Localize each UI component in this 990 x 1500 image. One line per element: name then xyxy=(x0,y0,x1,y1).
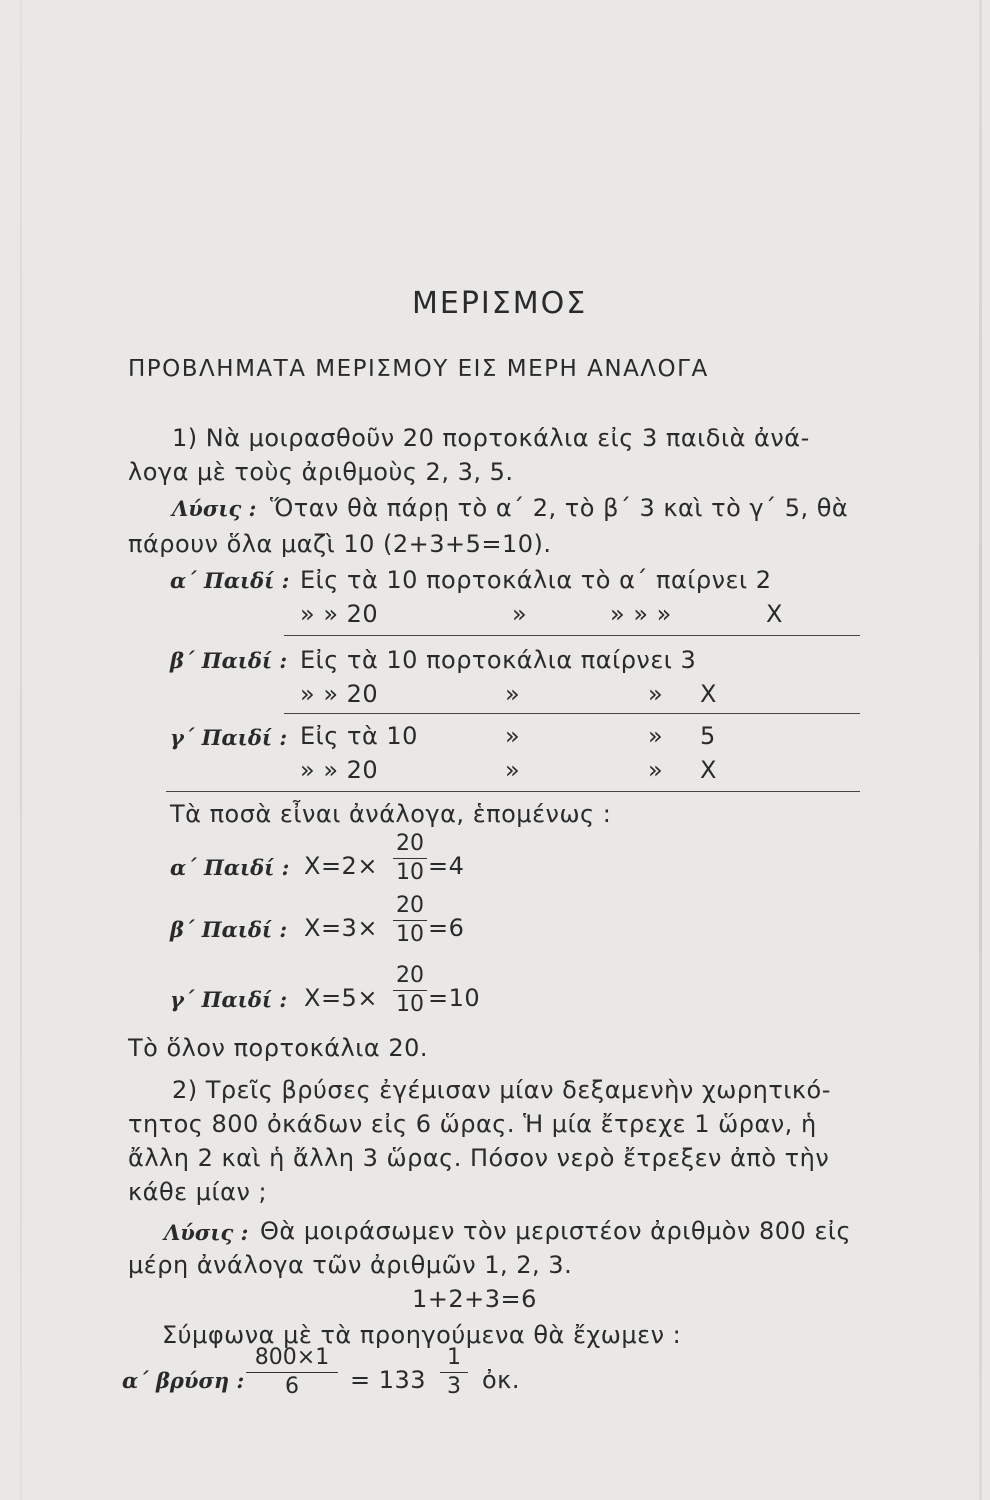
result-b-denominator: 10 xyxy=(396,922,424,947)
row-b-label: β΄ Παιδί : xyxy=(170,648,288,673)
faucet-a-fraction-bar xyxy=(246,1372,338,1373)
result-a-fraction-bar xyxy=(393,858,427,859)
result-b-label: β΄ Παιδί : xyxy=(170,917,288,942)
faucet-a-equals: = 133 xyxy=(350,1366,427,1394)
result-b-numerator: 20 xyxy=(396,893,424,918)
problem2-line3: ἄλλη 2 καὶ ἡ ἄλλη 3 ὥρας. Πόσον νερὸ ἔτρεξεν ἀπὸ τὴν xyxy=(128,1144,830,1172)
faucet-a-mixed-fraction xyxy=(440,1346,468,1399)
result-b-prefix: X=3× xyxy=(304,914,378,942)
row-c-line2-ditto-b: » xyxy=(505,756,521,784)
row-c-unknown: X xyxy=(700,756,717,784)
result-a-numerator: 20 xyxy=(396,831,424,856)
problem2-solution-line2: μέρη ἀνάλογα τῶν ἀριθμῶν 1, 2, 3. xyxy=(128,1251,573,1279)
result-b-fraction xyxy=(393,894,427,947)
page-title: ΜΕΡΙΣΜΟΣ xyxy=(412,286,588,321)
result-a-denominator: 10 xyxy=(396,860,424,885)
problem2-line2: τητος 800 ὀκάδων εἰς 6 ὥρας. Ἡ μία ἔτρεχε 1 ὥραν, ἡ xyxy=(128,1110,817,1138)
faucet-a-label: α΄ βρύση : xyxy=(122,1368,245,1393)
problem1-solution-label: Λύσις : xyxy=(172,496,257,521)
row-b-divider xyxy=(284,713,860,714)
row-c-share: 5 xyxy=(700,722,716,750)
problem2-line1: 2) Τρεῖς βρύσες ἐγέμισαν μίαν δεξαμενὴν χωρητικό- xyxy=(172,1076,831,1104)
row-c-divider xyxy=(166,791,860,792)
problem1-solution-line1: Ὅταν θὰ πάρῃ τὸ α΄ 2, τὸ β΄ 3 καὶ τὸ γ΄ 5, θὰ xyxy=(270,494,849,522)
faucet-a-numerator: 800×1 xyxy=(254,1345,330,1370)
row-a-unknown: X xyxy=(766,600,783,628)
faucet-a-mixed-numerator: 1 xyxy=(447,1345,461,1370)
problem1-statement-line2: λογα μὲ τοὺς ἀριθμοὺς 2, 3, 5. xyxy=(128,458,514,486)
result-a-label: α΄ Παιδί : xyxy=(170,855,290,880)
row-b-unknown: X xyxy=(700,680,717,708)
problem2-solution-label: Λύσις : xyxy=(164,1220,249,1245)
row-a-line2-ditto-c: » » » xyxy=(610,600,672,628)
result-b-suffix: =6 xyxy=(428,914,465,942)
faucet-a-fraction xyxy=(246,1346,338,1399)
result-c-fraction-bar xyxy=(393,990,427,991)
row-c-line1: Εἰς τὰ 10 xyxy=(300,722,418,750)
faucet-a-mixed-denominator: 3 xyxy=(447,1374,461,1399)
row-b-line1: Εἰς τὰ 10 πορτοκάλια παίρνει 3 xyxy=(300,646,697,674)
problem1-total: Τὸ ὅλον πορτοκάλια 20. xyxy=(128,1034,428,1062)
row-c-line1-ditto-c: » xyxy=(648,722,664,750)
result-c-fraction xyxy=(393,964,427,1017)
faucet-a-unit: ὀκ. xyxy=(482,1366,520,1394)
row-b-line2-ditto-b: » xyxy=(505,680,521,708)
result-a-prefix: X=2× xyxy=(304,852,378,880)
row-c-label: γ΄ Παιδί : xyxy=(170,725,288,750)
row-a-divider xyxy=(284,635,860,636)
result-c-prefix: X=5× xyxy=(304,984,378,1012)
problem2-according: Σύμφωνα μὲ τὰ προηγούμενα θὰ ἔχωμεν : xyxy=(162,1321,682,1349)
faucet-a-mixed-bar xyxy=(440,1372,468,1373)
problem2-line4: κάθε μίαν ; xyxy=(128,1178,268,1206)
result-c-denominator: 10 xyxy=(396,992,424,1017)
row-a-line1: Εἰς τὰ 10 πορτοκάλια τὸ α΄ παίρνει 2 xyxy=(300,566,772,594)
page-right-edge xyxy=(979,0,982,1500)
result-c-label: γ΄ Παιδί : xyxy=(170,987,288,1012)
page-left-edge xyxy=(20,0,22,1500)
row-a-line2-ditto: » » 20 xyxy=(300,600,379,628)
proportional-text: Τὰ ποσὰ εἶναι ἀνάλογα, ἑπομένως : xyxy=(170,800,612,828)
row-c-line2-ditto-c: » xyxy=(648,756,664,784)
result-a-fraction xyxy=(393,832,427,885)
result-b-fraction-bar xyxy=(393,920,427,921)
row-b-line2-ditto-c: » xyxy=(648,680,664,708)
result-a-suffix: =4 xyxy=(428,852,465,880)
problem2-sum: 1+2+3=6 xyxy=(412,1285,537,1313)
row-c-line2-ditto: » » 20 xyxy=(300,756,379,784)
result-c-suffix: =10 xyxy=(428,984,481,1012)
problem1-statement-line1: 1) Νὰ μοιρασθοῦν 20 πορτοκάλια εἰς 3 παιδιὰ ἀνά- xyxy=(172,424,810,452)
row-a-label: α΄ Παιδί : xyxy=(170,568,290,593)
faucet-a-denominator: 6 xyxy=(285,1374,299,1399)
row-a-line2-ditto-b: » xyxy=(512,600,528,628)
result-c-numerator: 20 xyxy=(396,963,424,988)
row-b-line2-ditto: » » 20 xyxy=(300,680,379,708)
problem1-solution-line2: πάρουν ὅλα μαζὶ 10 (2+3+5=10). xyxy=(128,530,552,558)
row-c-line1-ditto-b: » xyxy=(505,722,521,750)
section-subtitle: ΠΡΟΒΛΗΜΑΤΑ ΜΕΡΙΣΜΟΥ ΕΙΣ ΜΕΡΗ ΑΝΑΛΟΓΑ xyxy=(128,356,709,382)
problem2-solution-line1: Θὰ μοιράσωμεν τὸν μεριστέον ἀριθμὸν 800 εἰς xyxy=(260,1217,852,1245)
